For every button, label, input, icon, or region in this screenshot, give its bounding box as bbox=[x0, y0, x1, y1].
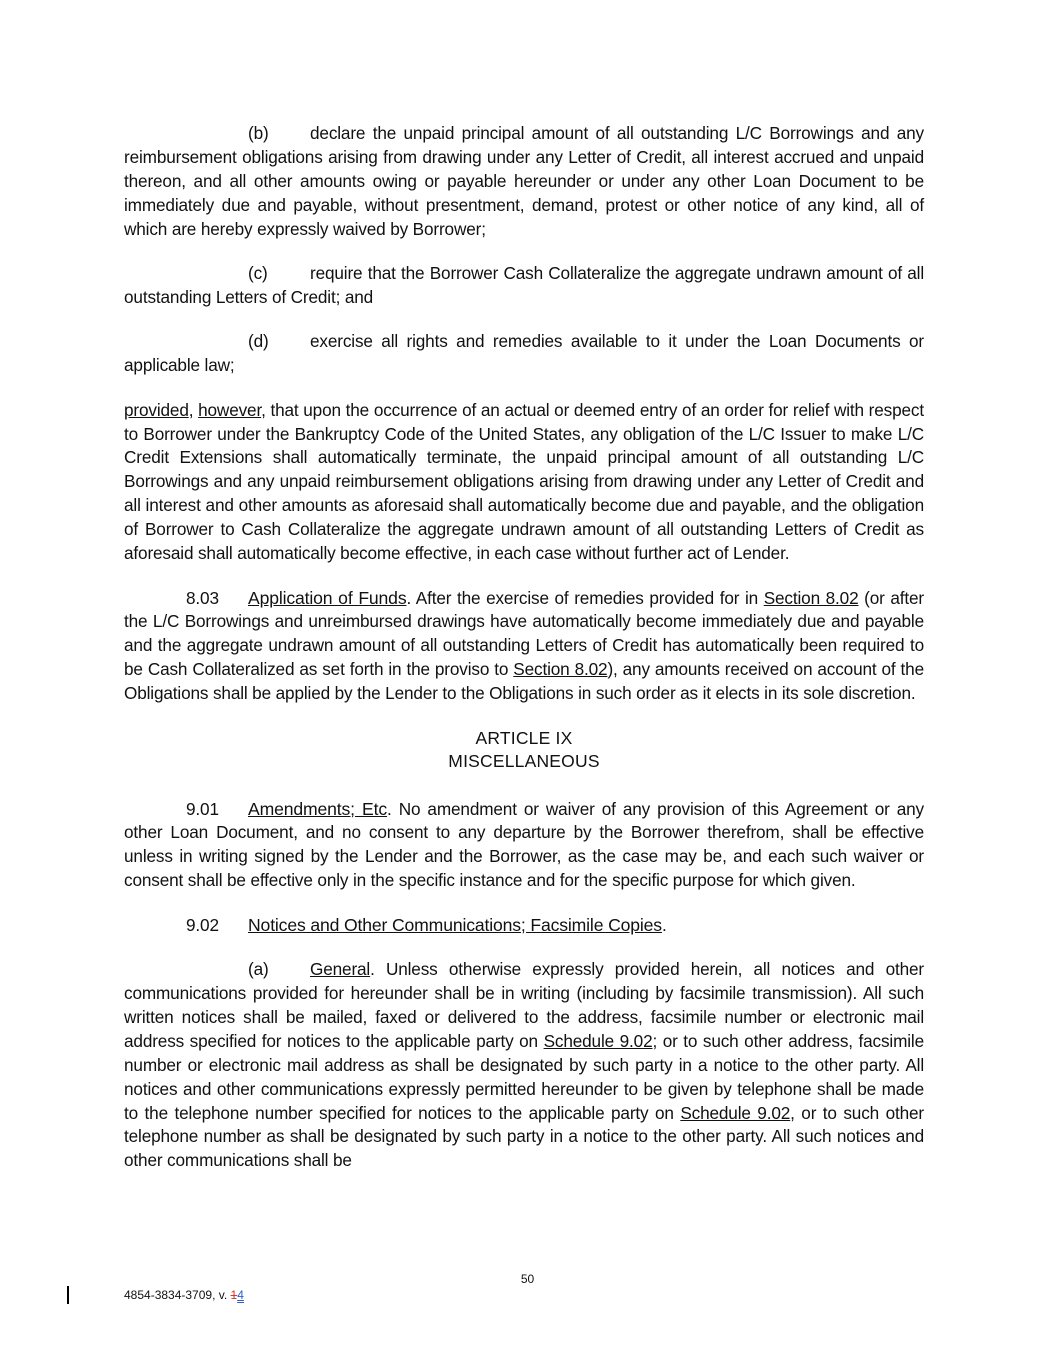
paragraph-label: (b) bbox=[248, 123, 269, 143]
paragraph-heading: General bbox=[310, 959, 371, 980]
paragraph-c bbox=[124, 262, 924, 310]
section-9-01 bbox=[124, 798, 924, 894]
paragraph-text: , or to such other telephone number as shall be designated by such party in a notice to the other party. All such notices and other communications shall be bbox=[124, 1102, 924, 1171]
section-9-02 bbox=[124, 914, 924, 938]
paragraph-label: (c) bbox=[248, 263, 268, 284]
section-text: (or after the L/C Borrowings and unreimbursed drawings have automatically become immediately due and payable and the aggregate undrawn amount of all outstanding Letters of Credit has automatically been required to be Cash Collateralized as set forth in the proviso to bbox=[124, 587, 924, 680]
paragraph-label: (a) bbox=[248, 959, 269, 980]
document-id: 4854-3834-3709, v. bbox=[124, 1288, 231, 1302]
paragraph-text: declare the unpaid principal amount of all outstanding L/C Borrowings and any reimbursement obligations arising from drawing under any Letter of Credit, all interest accrued and unpaid thereon, and all other amounts owing or payable hereunder or under any other Loan Document to be immediately due and payable, without presentment, demand, protest or other notice of any kind, all of which are hereby expressly waived by Borrower; bbox=[124, 123, 924, 239]
article-heading bbox=[124, 727, 924, 774]
paragraph-text: ; or to such other address, facsimile number or electronic mail address as shall be designated by such party in a notice to the other party. All notices and other communications expressly permitted hereunder to be given by telephone shall be made to the telephone number specified for notices to the applicable party on bbox=[124, 1030, 925, 1123]
section-reference-link[interactable]: Section 8.02 bbox=[513, 659, 608, 680]
schedule-reference-link[interactable]: Schedule 9.02 bbox=[543, 1030, 653, 1051]
paragraph-b bbox=[124, 122, 924, 242]
paragraph-d bbox=[124, 330, 924, 378]
revision-change-bar bbox=[67, 1286, 69, 1304]
provided-term: provided bbox=[124, 399, 189, 420]
section-text: ), any amounts received on account of the Obligations shall be applied by the Lender to the Obligations in such order as it elects in its sole discretion. bbox=[124, 659, 924, 704]
paragraph-text: require that the Borrower Cash Collateralize the aggregate undrawn amount of all outstanding Letters of Credit; and bbox=[124, 263, 924, 307]
proviso-paragraph bbox=[124, 399, 924, 566]
paragraph-text: . Unless otherwise expressly provided herein, all notices and other communications provided for hereunder shall be in writing (including by facsimile transmission). All such written notices shall be mailed, faxed or delivered to the address, facsimile number or electronic mail address specified for notices to the applicable party on bbox=[124, 959, 924, 1051]
section-reference-link[interactable]: Section 8.02 bbox=[763, 587, 859, 608]
version-inserted: 4 bbox=[237, 1288, 244, 1302]
paragraph-text: exercise all rights and remedies available to it under the Loan Documents or applicable law; bbox=[124, 331, 924, 376]
document-page bbox=[124, 122, 924, 1194]
version-deleted: 1 bbox=[230, 1288, 238, 1302]
section-number: 9.02 bbox=[186, 914, 219, 935]
however-term: however bbox=[198, 399, 262, 420]
paragraph-label: (d) bbox=[248, 331, 269, 352]
section-heading: Amendments; Etc bbox=[248, 798, 388, 819]
section-text: . After the exercise of remedies provided for in bbox=[406, 587, 764, 608]
section-8-03 bbox=[124, 587, 924, 707]
paragraph-9-02-a bbox=[124, 958, 924, 1173]
document-id-footer bbox=[124, 1288, 244, 1302]
proviso-comma: , bbox=[188, 399, 199, 420]
section-period: . bbox=[661, 914, 667, 935]
schedule-reference-link[interactable]: Schedule 9.02 bbox=[680, 1102, 791, 1123]
proviso-text: , that upon the occurrence of an actual or deemed entry of an order for relief with respect to Borrower under the Bankruptcy Code of the United States, any obligation of the L/C Issuer to make L/C Credit Extensions shall automatically terminate, the unpaid principal amount of all outstanding L/C Borrowings and any unpaid reimbursement obligations arising from drawing under any Letter of Credit and all interest and other amounts as aforesaid shall automatically become due and payable, and the obligation of Borrower to Cash Collateralize the aggregate undrawn amount of all outstanding Letters of Credit as aforesaid shall automatically become effective, in each case without further act of Lender. bbox=[124, 399, 924, 564]
article-title: ARTICLE IX bbox=[475, 727, 573, 748]
section-number: 9.01 bbox=[186, 798, 219, 819]
section-text: . No amendment or waiver of any provision of this Agreement or any other Loan Document, and no consent to any departure by the Borrower therefrom, shall be effective unless in writing signed by the Lender and the Borrower, as the case may be, and each such waiver or consent shall be effective only in the specific instance and for the specific purpose for which given. bbox=[124, 798, 924, 891]
section-heading: Notices and Other Communications; Facsimile Copies bbox=[248, 914, 662, 935]
article-subtitle: MISCELLANEOUS bbox=[448, 751, 600, 772]
page-number: 50 bbox=[520, 1272, 535, 1286]
section-heading: Application of Funds bbox=[248, 587, 407, 608]
section-number: 8.03 bbox=[186, 587, 219, 608]
